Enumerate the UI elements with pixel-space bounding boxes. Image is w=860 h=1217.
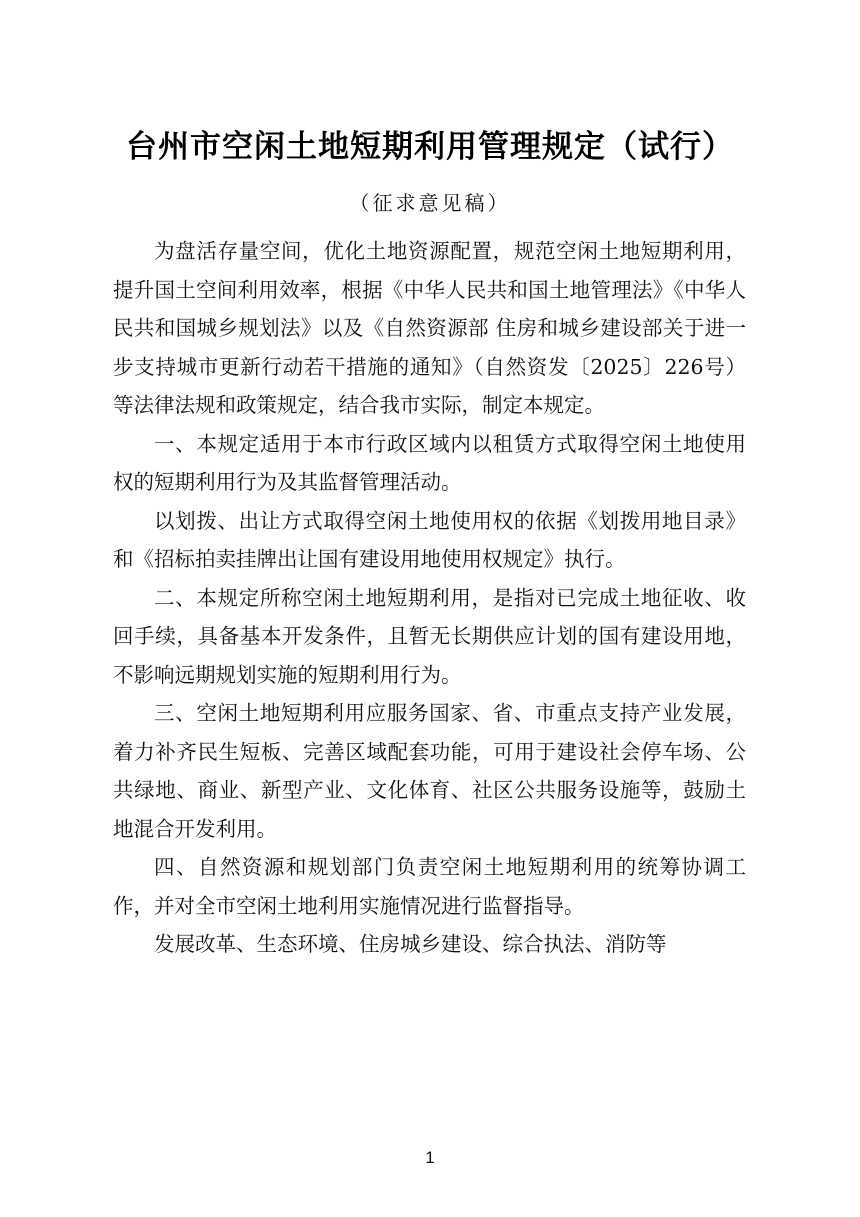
document-subtitle: （征求意见稿） — [349, 191, 511, 215]
paragraph-article-4: 四、自然资源和规划部门负责空闲土地短期利用的统筹协调工作，并对全市空闲土地利用实施情况进行监督指导。 — [113, 855, 746, 918]
document-title: 台州市空闲土地短期利用管理规定（试行） — [126, 129, 734, 165]
paragraph-article-2: 二、本规定所称空闲土地短期利用，是指对已完成土地征收、收回手续，具备基本开发条件，且暂无长期供应计划的国有建设用地，不影响远期规划实施的短期利用行为。 — [113, 585, 746, 687]
paragraph-preamble: 为盘活存量空间，优化土地资源配置，规范空闲土地短期利用，提升国土空间利用效率，根据《中华人民共和国土地管理法》《中华人民共和国城乡规划法》以及《自然资源部 住房和城乡建设部关于进一步支持城市更新行动若干措施的通知》（自然资发〔2025〕226号）等法律法规和政策规定，结合我市实际，制定本规定。 — [113, 239, 746, 417]
paragraph-article-4-continued: 发展改革、生态环境、住房城乡建设、综合执法、消防等 — [154, 932, 667, 956]
paragraph-article-3: 三、空闲土地短期利用应服务国家、省、市重点支持产业发展，着力补齐民生短板、完善区域配套功能，可用于建设社会停车场、公共绿地、商业、新型产业、文化体育、社区公共服务设施等，鼓励土地混合开发利用。 — [113, 701, 746, 841]
paragraph-article-1: 一、本规定适用于本市行政区域内以租赁方式取得空闲土地使用权的短期利用行为及其监督管理活动。 — [113, 431, 746, 494]
page-number: 1 — [425, 1148, 435, 1167]
document-body — [113, 232, 746, 964]
paragraph-article-1-supplement: 以划拨、出让方式取得空闲土地使用权的依据《划拨用地目录》和《招标拍卖挂牌出让国有建设用地使用权规定》执行。 — [113, 508, 746, 571]
